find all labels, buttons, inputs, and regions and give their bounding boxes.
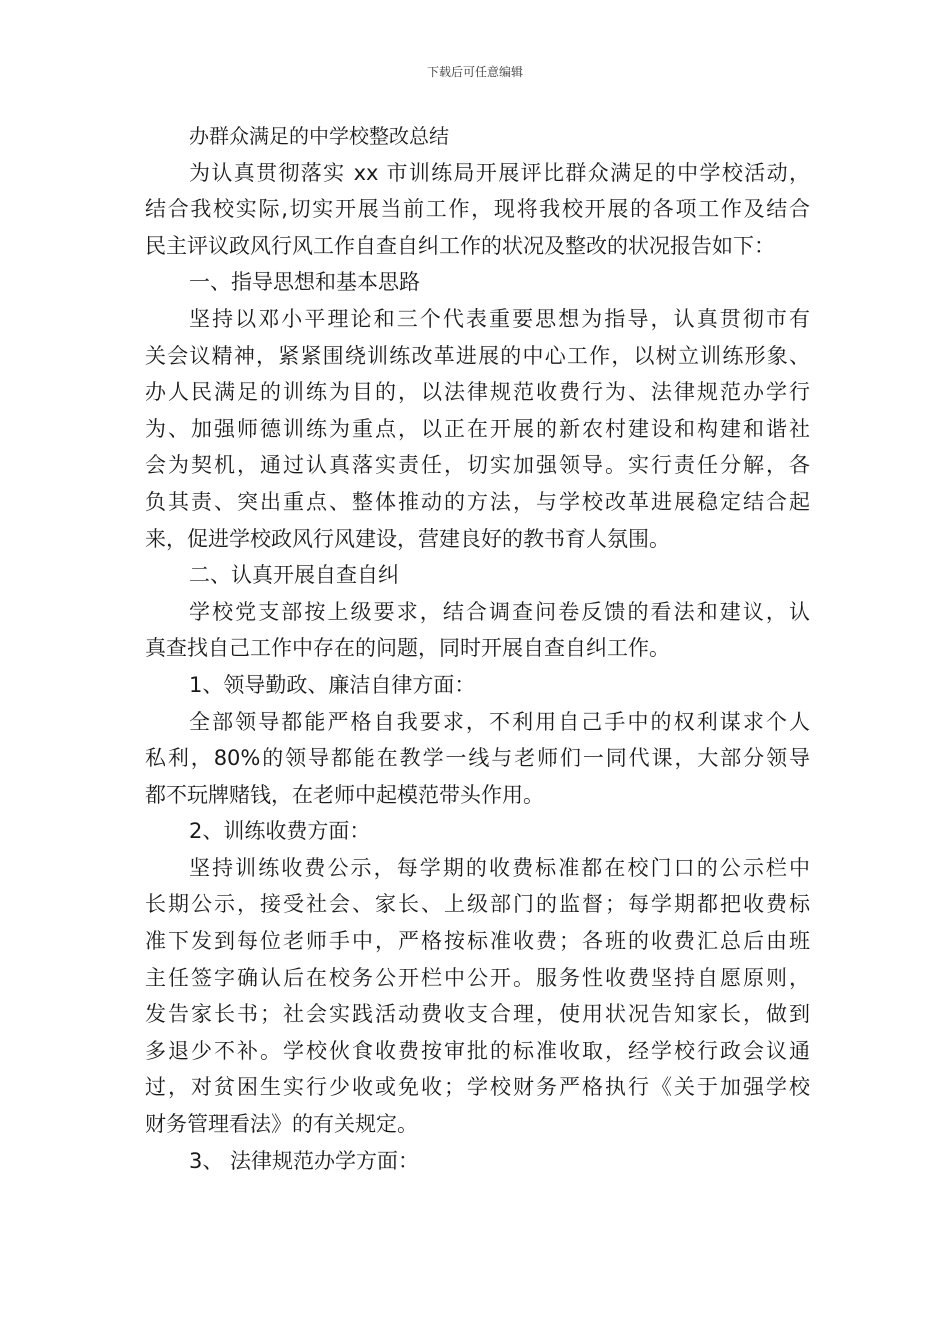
section1-line: 关会议精神，紧紧围绕训练改革进展的中心工作，以树立训练形象、: [145, 343, 810, 368]
sub1-line: 全部领导都能严格自我要求，不利用自己手中的权利谋求个人: [189, 709, 810, 734]
sub2-line: 发告家长书；社会实践活动费收支合理，使用状况告知家长，做到: [145, 1002, 810, 1027]
section1-line: 负其责、突出重点、整体推动的方法，与学校改革进展稳定结合起: [145, 489, 810, 514]
sub2-line: 过，对贫困生实行少收或免收；学校财务严格执行《关于加强学校: [145, 1075, 810, 1100]
section1-line: 办人民满足的训练为目的，以法律规范收费行为、法律规范办学行: [145, 380, 810, 405]
sub2-line: 财务管理看法》的有关规定。: [145, 1112, 418, 1137]
sub2-line: 坚持训练收费公示，每学期的收费标准都在校门口的公示栏中: [189, 855, 810, 880]
section1-line: 会为契机，通过认真落实责任，切实加强领导。实行责任分解，各: [145, 453, 810, 478]
section2-line: 真查找自己工作中存在的问题，同时开展自查自纠工作。: [145, 636, 670, 661]
sub2-line: 多退少不补。学校伙食收费按审批的标准收取，经学校行政会议通: [145, 1038, 810, 1063]
section1-line: 为、加强师德训练为重点，以正在开展的新农村建设和构建和谐社: [145, 416, 810, 441]
page-header-note: 下载后可任意编辑: [426, 65, 523, 79]
subsection-heading-fees: 2、训练收费方面：: [189, 819, 371, 844]
section2-line: 学校党支部按上级要求，结合调查问卷反馈的看法和建议，认: [189, 599, 810, 624]
section1-line: 坚持以邓小平理论和三个代表重要思想为指导，认真贯彻市有: [189, 306, 810, 331]
intro-line: 结合我校实际,切实开展当前工作，现将我校开展的各项工作及结合: [145, 197, 810, 222]
sub1-line: 私利，80%的领导都能在教学一线与老师们一同代课，大部分领导: [145, 746, 810, 771]
document-title: 办群众满足的中学校整改总结: [189, 124, 449, 148]
sub2-line: 准下发到每位老师手中，严格按标准收费；各班的收费汇总后由班: [145, 929, 810, 954]
section-heading-guiding-ideas: 一、指导思想和基本思路: [189, 270, 420, 295]
sub2-line: 主任签字确认后在校务公开栏中公开。服务性收费坚持自愿原则，: [145, 965, 810, 990]
document-body: [145, 118, 810, 1179]
section1-line: 来，促进学校政风行风建设，营建良好的教书育人氛围。: [145, 526, 670, 551]
section-heading-self-inspection: 二、认真开展自查自纠: [189, 563, 399, 588]
intro-line: 为认真贯彻落实 xx 市训练局开展评比群众满足的中学校活动，: [189, 160, 810, 185]
intro-line: 民主评议政风行风工作自查自纠工作的状况及整改的状况报告如下：: [145, 233, 775, 258]
sub1-line: 都不玩牌赌钱，在老师中起模范带头作用。: [145, 782, 544, 807]
sub2-line: 长期公示，接受社会、家长、上级部门的监督；每学期都把收费标: [145, 892, 810, 917]
subsection-heading-regulated-schooling: 3、 法律规范办学方面：: [189, 1148, 420, 1173]
subsection-heading-leadership: 1、领导勤政、廉洁自律方面：: [189, 672, 476, 697]
